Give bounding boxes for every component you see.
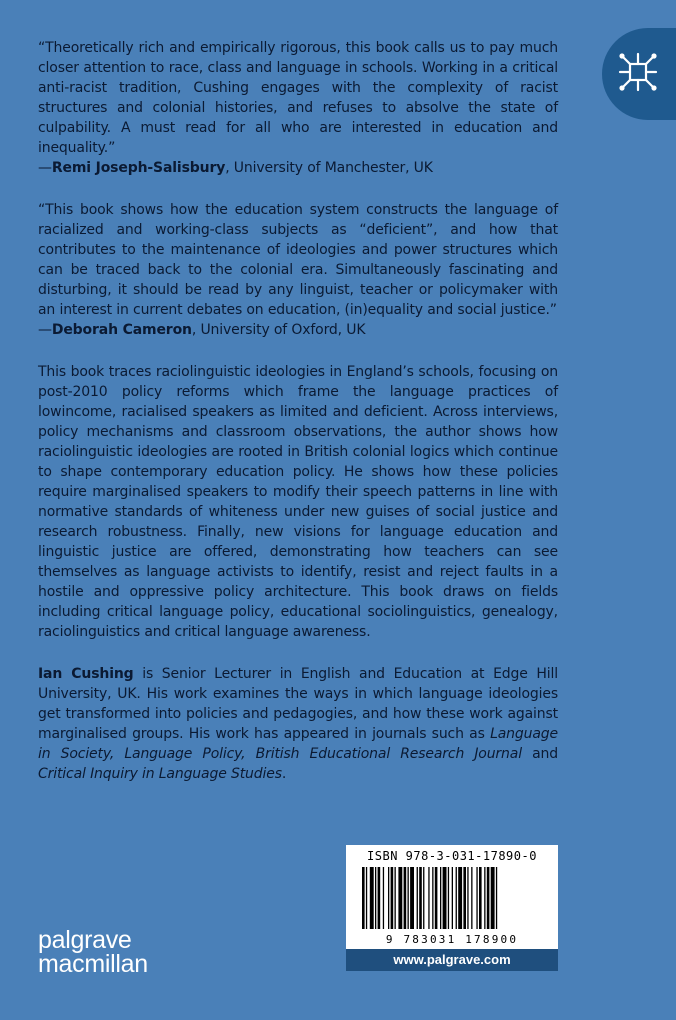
barcode-bar	[410, 867, 414, 929]
barcode-bar	[423, 867, 424, 929]
barcode-bar	[456, 867, 457, 929]
barcode-bar	[463, 867, 466, 929]
barcode-bar	[443, 867, 447, 929]
quote-author: Remi Joseph-Salisbury	[51, 160, 226, 176]
barcode-panel	[346, 845, 558, 949]
publisher-corner-badge	[602, 28, 676, 120]
author-name: Ian Cushing	[38, 666, 134, 682]
barcode-bar	[484, 867, 485, 929]
barcode-bar	[432, 867, 433, 929]
quote-author: Deborah Cameron	[51, 322, 192, 338]
barcode-bar	[479, 867, 482, 929]
barcode-bar	[398, 867, 402, 929]
quote-attribution: —Deborah Cameron, University of Oxford, UK	[38, 322, 366, 338]
barcode-bar	[366, 867, 367, 929]
barcode-bar	[378, 867, 381, 929]
quote-text: “Theoretically rich and empirically rigorous, this book calls us to pay much closer attention to race, class and language in schools. Working in a critical anti-racist tradition, Cushing engages with the complexity of racist structures and colonial histories, and refuses to absolve the state of culpability. A must read for all who are interested in education and inequality.”	[38, 40, 558, 156]
author-bio: Ian Cushing is Senior Lecturer in English and Education at Edge Hill University, UK. His work examines the ways in which language ideologies get transformed into policies and pedagogies, and how these work against marginalised groups. His work has appeared in journals such as Language in Society, Language Policy, British Educational Research Journal and Critical Inquiry in Language Studies.	[38, 666, 558, 782]
book-description: This book traces raciolinguistic ideologies in England’s schools, focusing on post-2010 policy reforms which frame the language practices of lowincome, racialised speakers as limited and deficient. Across interviews, policy mechanisms and classroom observations, the author shows how raciolinguistic ideologies are rooted in British colonial logics which continue to shape contemporary education policy. He shows how these policies require marginalised speakers to modify their speech patterns in line with normative standards of whiteness under new guises of social justice and research robustness. Finally, new visions for language education and linguistic justice are offered, demonstrating how teachers can see themselves as language activists to identify, resist and reject faults in a hostile and oppressive policy architecture. This book draws on fields including critical language policy, educational sociolinguistics, genealogy, raciolinguistics and critical language awareness.	[38, 364, 558, 640]
quote-attribution: —Remi Joseph-Salisbury, University of Manchester, UK	[38, 160, 433, 176]
back-cover-text	[38, 38, 558, 784]
barcode-bar	[491, 867, 495, 929]
isbn-label: ISBN 978-3-031-17890-0	[367, 849, 537, 863]
barcode-bar	[440, 867, 441, 929]
barcode-bar	[448, 867, 449, 929]
publisher-name-line1: palgrave	[38, 926, 132, 954]
barcode-bar	[452, 867, 453, 929]
barcode-bar	[471, 867, 472, 929]
publisher-name-line2: macmillan	[38, 950, 148, 978]
barcode-bar	[362, 867, 365, 929]
barcode-bar	[476, 867, 477, 929]
journal-last: Critical Inquiry in Language Studies	[38, 766, 282, 782]
barcode-bar	[395, 867, 396, 929]
website-link[interactable]: www.palgrave.com	[346, 949, 558, 971]
barcode-bar	[370, 867, 374, 929]
barcode-bar	[458, 867, 462, 929]
endorsement-quote-1	[38, 38, 558, 178]
barcode-bar	[391, 867, 394, 929]
palgrave-star-icon	[614, 48, 662, 96]
quote-affiliation: , University of Manchester, UK	[225, 160, 433, 176]
barcode-bar	[388, 867, 389, 929]
quote-text: “This book shows how the education system constructs the language of racialized and working-class subjects as “deficient”, and how that contributes to the maintenance of ideologies and power structures which can be traced back to the colonial era. Simultaneously fascinating and disturbing, it should be read by any linguist, teacher or policymaker with an interest in current debates on education, (in)equality and social justice.”	[38, 202, 558, 318]
barcode-bar	[487, 867, 490, 929]
barcode-bar	[383, 867, 384, 929]
isbn-digits: 9 783031 178900	[385, 933, 519, 946]
journal-list: Language in Society, Language Policy, British Educational Research Journal	[38, 726, 558, 762]
barcode-bar	[408, 867, 409, 929]
barcode-bar	[435, 867, 438, 929]
barcode-bar	[417, 867, 418, 929]
barcode-icon	[360, 867, 544, 929]
publisher-logo	[38, 928, 148, 976]
barcode-bar	[496, 867, 497, 929]
endorsement-quote-2	[38, 200, 558, 340]
barcode-bar	[375, 867, 376, 929]
barcode-bar	[428, 867, 429, 929]
barcode-bar	[467, 867, 468, 929]
quote-affiliation: , University of Oxford, UK	[191, 322, 366, 338]
barcode-bar	[419, 867, 422, 929]
barcode-bar	[404, 867, 407, 929]
